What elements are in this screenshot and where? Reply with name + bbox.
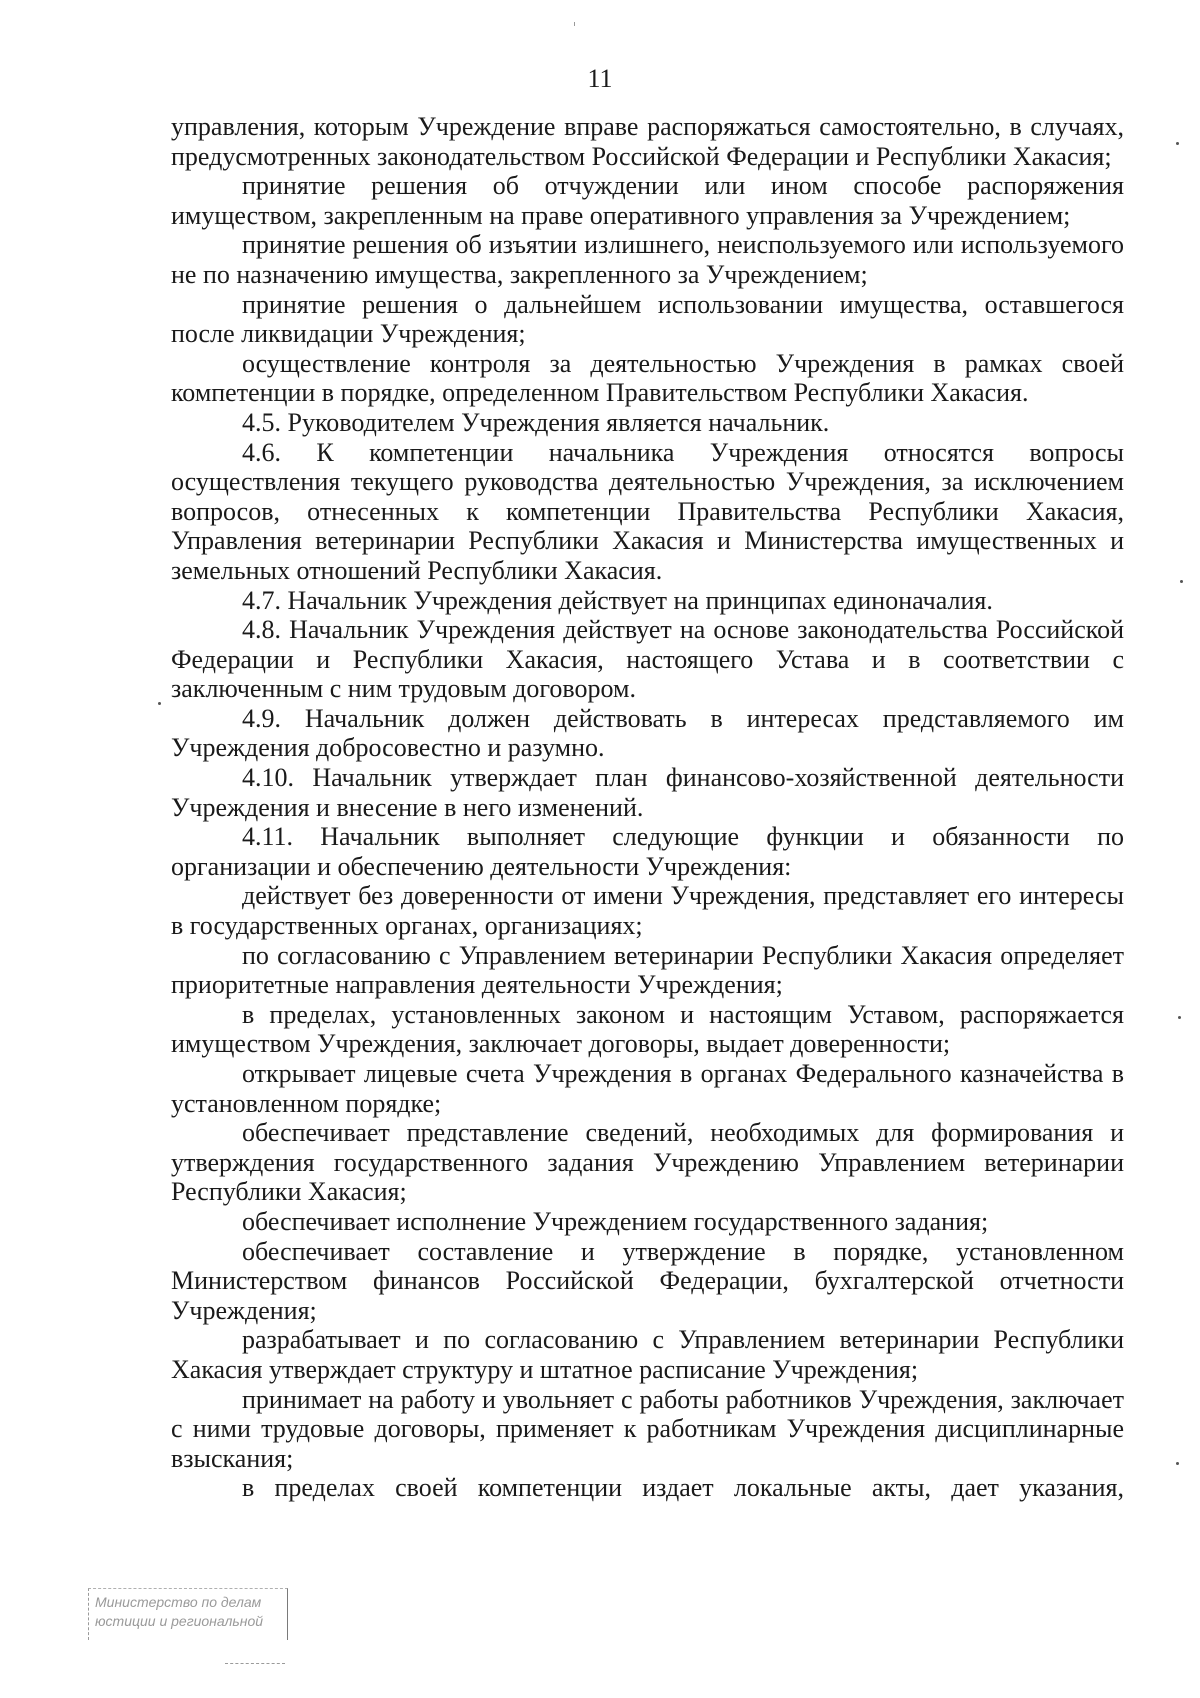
paragraph: принятие решения о дальнейшем использовании имущества, оставшегося после ликвидации Учреждения;	[171, 289, 1124, 349]
paragraph: принятие решения об изъятии излишнего, неиспользуемого или используемого не по назначению имущества, закрепленного за Учреждением;	[171, 230, 1124, 289]
paragraph: обеспечивает составление и утверждение в порядке, установленном Министерством финансов Российской Федерации, бухгалтерской отчетности Учреждения;	[171, 1236, 1124, 1325]
paragraph: принимает на работу и увольняет с работы работников Учреждения, заключает с ними трудовые договоры, применяет к работникам Учреждения дисциплинарные взыскания;	[171, 1384, 1124, 1473]
paragraph: 4.7. Начальник Учреждения действует на принципах единоначалия.	[242, 585, 993, 615]
scan-speck	[1176, 142, 1179, 145]
paragraph: осуществление контроля за деятельностью Учреждения в рамках своей компетенции в порядке, определенном Правительством Республики Хакасия.	[171, 348, 1124, 408]
paragraph: принятие решения об отчуждении или ином способе распоряжения имуществом, закрепленным на праве оперативного управления за Учреждением;	[171, 171, 1124, 230]
paragraph: управления, которым Учреждение вправе распоряжаться самостоятельно, в случаях, предусмотренных законодательством Российской Федерации и Республики Хакасия;	[171, 112, 1124, 171]
paragraph: обеспечивает представление сведений, необходимых для формирования и утверждения государственного задания Учреждению Управлением ветеринарии Республики Хакасия;	[171, 1118, 1124, 1207]
scan-speck	[1176, 1462, 1179, 1465]
scan-mark	[574, 22, 575, 26]
document-body	[171, 112, 1124, 1503]
paragraph: 4.5. Руководителем Учреждения является начальник.	[242, 407, 830, 437]
paragraph: в пределах, установленных законом и настоящим Уставом, распоряжается имуществом Учреждения, заключает договоры, выдает доверенности;	[171, 999, 1124, 1059]
paragraph: 4.10. Начальник утверждает план финансово-хозяйственной деятельности Учреждения и внесение в него изменений.	[171, 763, 1124, 822]
paragraph: 4.11. Начальник выполняет следующие функции и обязанности по организации и обеспечению деятельности Учреждения:	[171, 822, 1124, 881]
scan-speck	[158, 702, 161, 705]
paragraph: действует без доверенности от имени Учреждения, представляет его интересы в государственных органах, организациях;	[171, 881, 1124, 941]
paragraph: 4.6. К компетенции начальника Учреждения относятся вопросы осуществления текущего руководства деятельностью Учреждения, за исключением вопросов, отнесенных к компетенции Правительства Республики Хакасия, Управления ветеринарии Республики Хакасия и Министерства имущественных и земельных отношений Республики Хакасия.	[171, 437, 1124, 585]
registration-stamp	[88, 1588, 288, 1640]
stamp-line-1: Министерство по делам	[95, 1594, 262, 1610]
paragraph: по согласованию с Управлением ветеринарии Республики Хакасия определяет приоритетные направления деятельности Учреждения;	[171, 940, 1124, 1000]
paragraph: разрабатывает и по согласованию с Управлением ветеринарии Республики Хакасия утверждает структуру и штатное расписание Учреждения;	[171, 1325, 1124, 1384]
paragraph: открывает лицевые счета Учреждения в органах Федерального казначейства в установленном порядке;	[171, 1059, 1124, 1118]
paragraph: 4.8. Начальник Учреждения действует на основе законодательства Российской Федерации и Республики Хакасия, настоящего Устава и в соответствии с заключенным с ним трудовым договором.	[171, 615, 1124, 704]
scan-speck	[1178, 1016, 1181, 1019]
page-number: 11	[587, 64, 613, 93]
paragraph: обеспечивает исполнение Учреждением государственного задания;	[242, 1206, 989, 1236]
stamp-underline	[225, 1663, 285, 1664]
paragraph: в пределах своей компетенции издает локальные акты, дает указания,	[242, 1473, 1124, 1503]
scan-speck	[1180, 580, 1183, 583]
paragraph: 4.9. Начальник должен действовать в интересах представляемого им Учреждения добросовестно и разумно.	[171, 703, 1124, 763]
stamp-line-2: юстиции и региональной	[95, 1613, 264, 1629]
